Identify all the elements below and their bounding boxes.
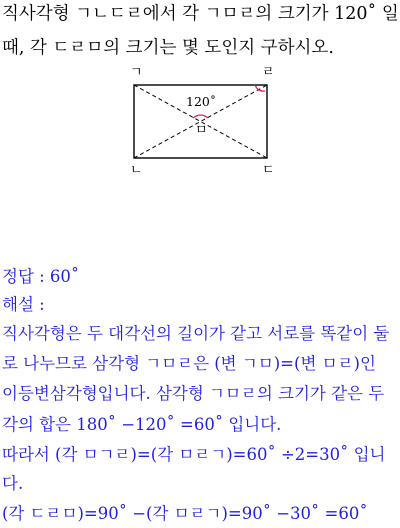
rectangle-figure: [112, 64, 288, 184]
vertex-label-center: ㅁ: [195, 123, 208, 138]
answer-line: 정답 : 60˚: [2, 267, 80, 286]
explanation-line-7: (각 ㄷㄹㅁ)=90˚ −(각 ㅁㄹㄱ)=90˚ −30˚ =60˚: [2, 504, 368, 523]
angle-arc-center: [193, 115, 208, 118]
explanation-line-2: 로 나누므로 삼각형 ㄱㅁㄹ은 (변 ㄱㅁ)=(변 ㅁㄹ)인: [2, 354, 376, 373]
vertex-label-bottom-right: ㄷ: [262, 163, 275, 178]
explanation-line-1: 직사각형은 두 대각선의 길이가 같고 서로를 똑같이 둘: [2, 324, 390, 343]
explanation-line-6: 다.: [2, 474, 24, 493]
explanation-line-4: 각의 합은 180˚ −120˚ =60˚ 입니다.: [2, 415, 282, 434]
question-line-2: 때, 각 ㄷㄹㅁ의 크기는 몇 도인지 구하시오.: [2, 38, 334, 58]
vertex-label-top-right: ㄹ: [262, 65, 275, 80]
explanation-line-3: 이등변삼각형입니다. 삼각형 ㄱㅁㄹ의 크기가 같은 두: [2, 384, 385, 403]
vertex-label-top-left: ㄱ: [130, 65, 143, 80]
vertex-label-bottom-left: ㄴ: [130, 163, 143, 178]
explanation-line-5: 따라서 (각 ㅁㄱㄹ)=(각 ㅁㄹㄱ)=60˚ ÷2=30˚ 입니: [2, 445, 386, 464]
angle-label: 120˚: [186, 94, 217, 109]
explanation-header: 해설 :: [2, 295, 45, 314]
question-line-1: 직사각형 ㄱㄴㄷㄹ에서 각 ㄱㅁㄹ의 크기가 120˚ 일: [2, 4, 399, 24]
